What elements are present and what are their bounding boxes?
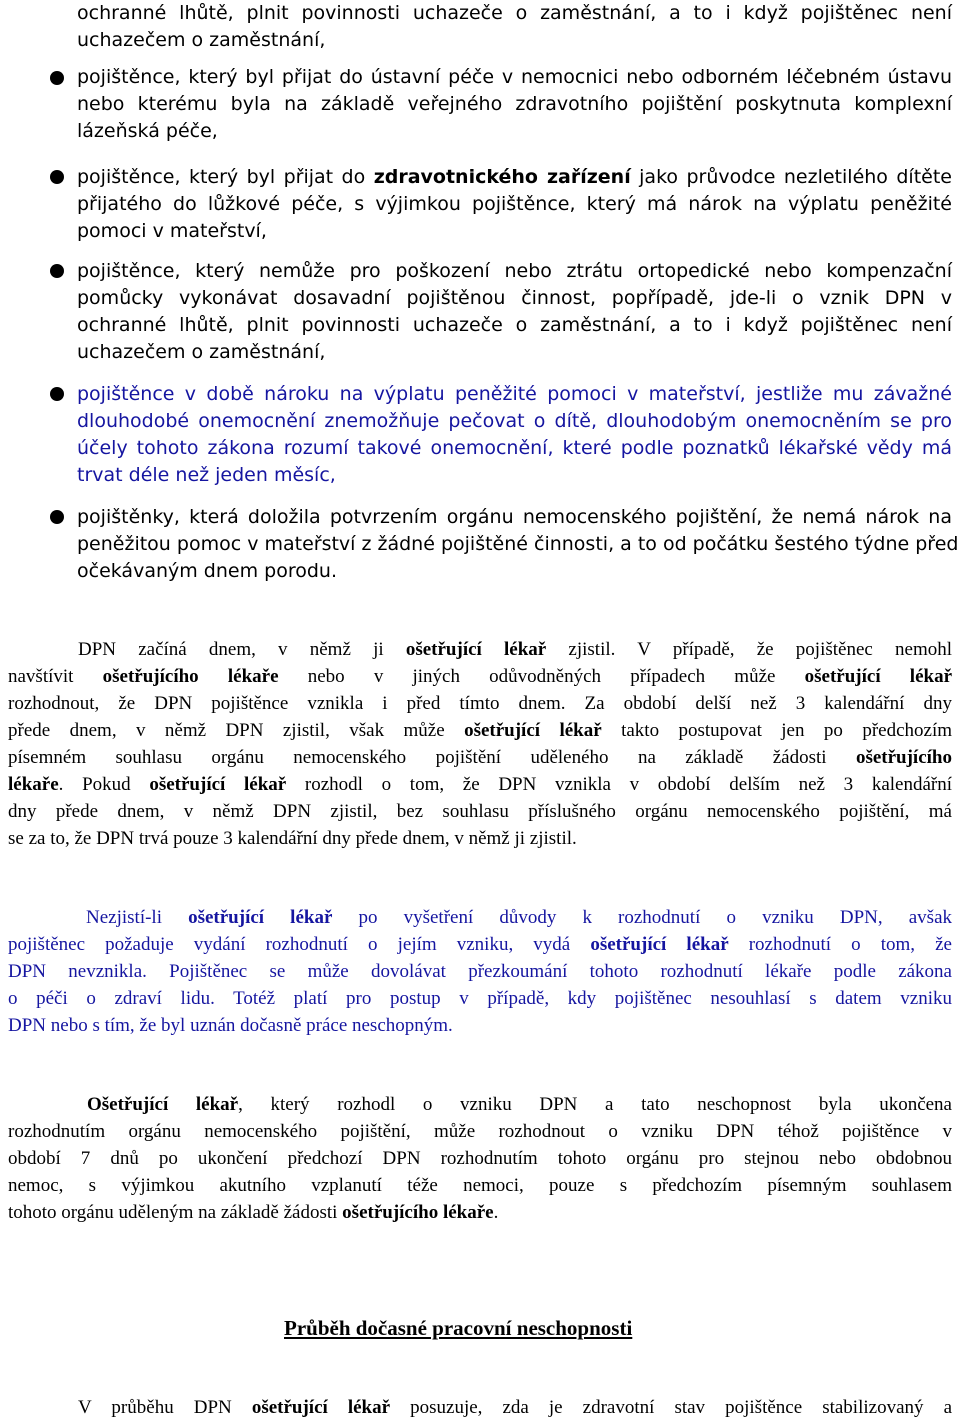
text-line: písemném souhlasu orgánu nemocenského pojištění uděleného na základě žádosti ošetřujícího xyxy=(8,747,952,768)
text-line: dny přede dnem, v němž DPN zjistil, bez souhlasu příslušného orgánu nemocenského pojištění, má xyxy=(8,801,952,822)
text-line: uchazečem o zaměstnání, xyxy=(77,29,326,51)
text-line: pomůcky vykonávat dosavadní pojištěnou činnost, popřípadě, jde-li o vznik DPN v xyxy=(77,287,952,309)
section-heading: Průběh dočasné pracovní neschopnosti xyxy=(284,1316,633,1340)
text-line: pojištěnce, který nemůže pro poškození nebo ztrátu ortopedické nebo kompenzační xyxy=(77,260,952,282)
text-line: DPN nevznikla. Pojištěnec se může dovolávat přezkoumání tohoto rozhodnutí lékaře podle zákona xyxy=(8,961,952,982)
text-line: Nezjistí-li ošetřující lékař po vyšetření důvody k rozhodnutí o vzniku DPN, avšak xyxy=(86,907,953,928)
text-line: V průběhu DPN ošetřující lékař posuzuje, zda je zdravotní stav pojištěnce stabilizovaný a xyxy=(78,1397,952,1418)
text-line: pojištěnec požaduje vydání rozhodnutí o jejím vzniku, vydá ošetřující lékař rozhodnutí o tom, že xyxy=(8,934,952,955)
text-line: pojištěnce, který byl přijat do ústavní péče v nemocnici nebo odborném léčebném ústavu xyxy=(77,66,952,88)
text-line: lékaře. Pokud ošetřující lékař rozhodl o tom, že DPN vznikla v období delším než 3 kalendářní xyxy=(8,774,953,795)
text-line: rozhodnout, že DPN pojištěnce vznikla i před tímto dnem. Za období delší než 3 kalendářní dny xyxy=(8,693,952,714)
text-line: nebo kterému byla na základě veřejného zdravotního pojištění poskytnuta komplexní xyxy=(77,93,952,115)
text-line: ochranné lhůtě, plnit povinnosti uchazeče o zaměstnání, a to i když pojištěnec není xyxy=(77,314,952,336)
text-line: DPN začíná dnem, v němž ji ošetřující lékař zjistil. V případě, že pojištěnec nemohl xyxy=(78,639,953,660)
text-line: přijatého do lůžkové péče, s výjimkou pojištěnce, který má nárok na výplatu peněžité xyxy=(77,193,952,215)
bullet-icon xyxy=(50,264,64,278)
bullet-icon xyxy=(50,510,64,524)
text-line: pojištěnce v době nároku na výplatu peněžité pomoci v mateřství, jestliže mu závažné xyxy=(77,383,952,405)
text-line: se za to, že DPN trvá pouze 3 kalendářní dny přede dnem, v němž ji zjistil. xyxy=(8,828,577,849)
text-line: lázeňská péče, xyxy=(77,120,218,142)
text-line: dlouhodobé onemocnění znemožňuje pečovat o dítě, dlouhodobým onemocněním se pro xyxy=(77,410,952,432)
text-line: Ošetřující lékař, který rozhodl o vzniku DPN a tato neschopnost byla ukončena xyxy=(87,1094,952,1115)
bullet-icon xyxy=(50,170,64,184)
text-line: rozhodnutím orgánu nemocenského pojištění, může rozhodnout o vzniku DPN téhož pojištěnce v xyxy=(8,1121,952,1142)
text-line: o péči o zdraví lidu. Totéž platí pro postup v případě, kdy pojištěnec nesouhlasí s datem vzniku xyxy=(8,988,952,1009)
text-line: období 7 dnů po ukončení předchozí DPN rozhodnutím tohoto orgánu pro stejnou nebo obdobnou xyxy=(8,1148,952,1169)
text-line: přede dnem, v němž DPN zjistil, však může ošetřující lékař takto postupovat jen po předchozím xyxy=(8,720,953,741)
text-line: účely tohoto zákona rozumí takové onemocnění, které podle poznatků lékařské vědy má xyxy=(77,437,952,459)
text-line: pomoci v mateřství, xyxy=(77,220,267,242)
text-line: ochranné lhůtě, plnit povinnosti uchazeče o zaměstnání, a to i když pojištěnec není xyxy=(77,2,952,24)
text-line: pojištěnky, která doložila potvrzením orgánu nemocenského pojištění, že nemá nárok na xyxy=(77,506,952,528)
text-line: trvat déle než jeden měsíc, xyxy=(77,464,336,486)
text-line: nemoc, s výjimkou akutního vzplanutí téže nemoci, pouze s předchozím písemným souhlasem xyxy=(8,1175,952,1196)
text-line: navštívit ošetřujícího lékaře nebo v jiných odůvodněných případech může ošetřující lékař xyxy=(8,666,953,687)
bullet-icon xyxy=(50,387,64,401)
text-line: uchazečem o zaměstnání, xyxy=(77,341,326,363)
text-line: tohoto orgánu uděleným na základě žádosti ošetřujícího lékaře. xyxy=(8,1202,499,1223)
bullet-icon xyxy=(50,71,64,85)
text-line: DPN nebo s tím, že byl uznán dočasně práce neschopným. xyxy=(8,1015,453,1036)
text-line: pojištěnce, který byl přijat do zdravotnického zařízení jako průvodce nezletilého dítěte xyxy=(77,166,952,188)
text-line: peněžitou pomoc v mateřství z žádné pojištěné činnosti, a to od počátku šestého týdne před xyxy=(77,533,959,555)
text-line: očekávaným dnem porodu. xyxy=(77,560,337,582)
